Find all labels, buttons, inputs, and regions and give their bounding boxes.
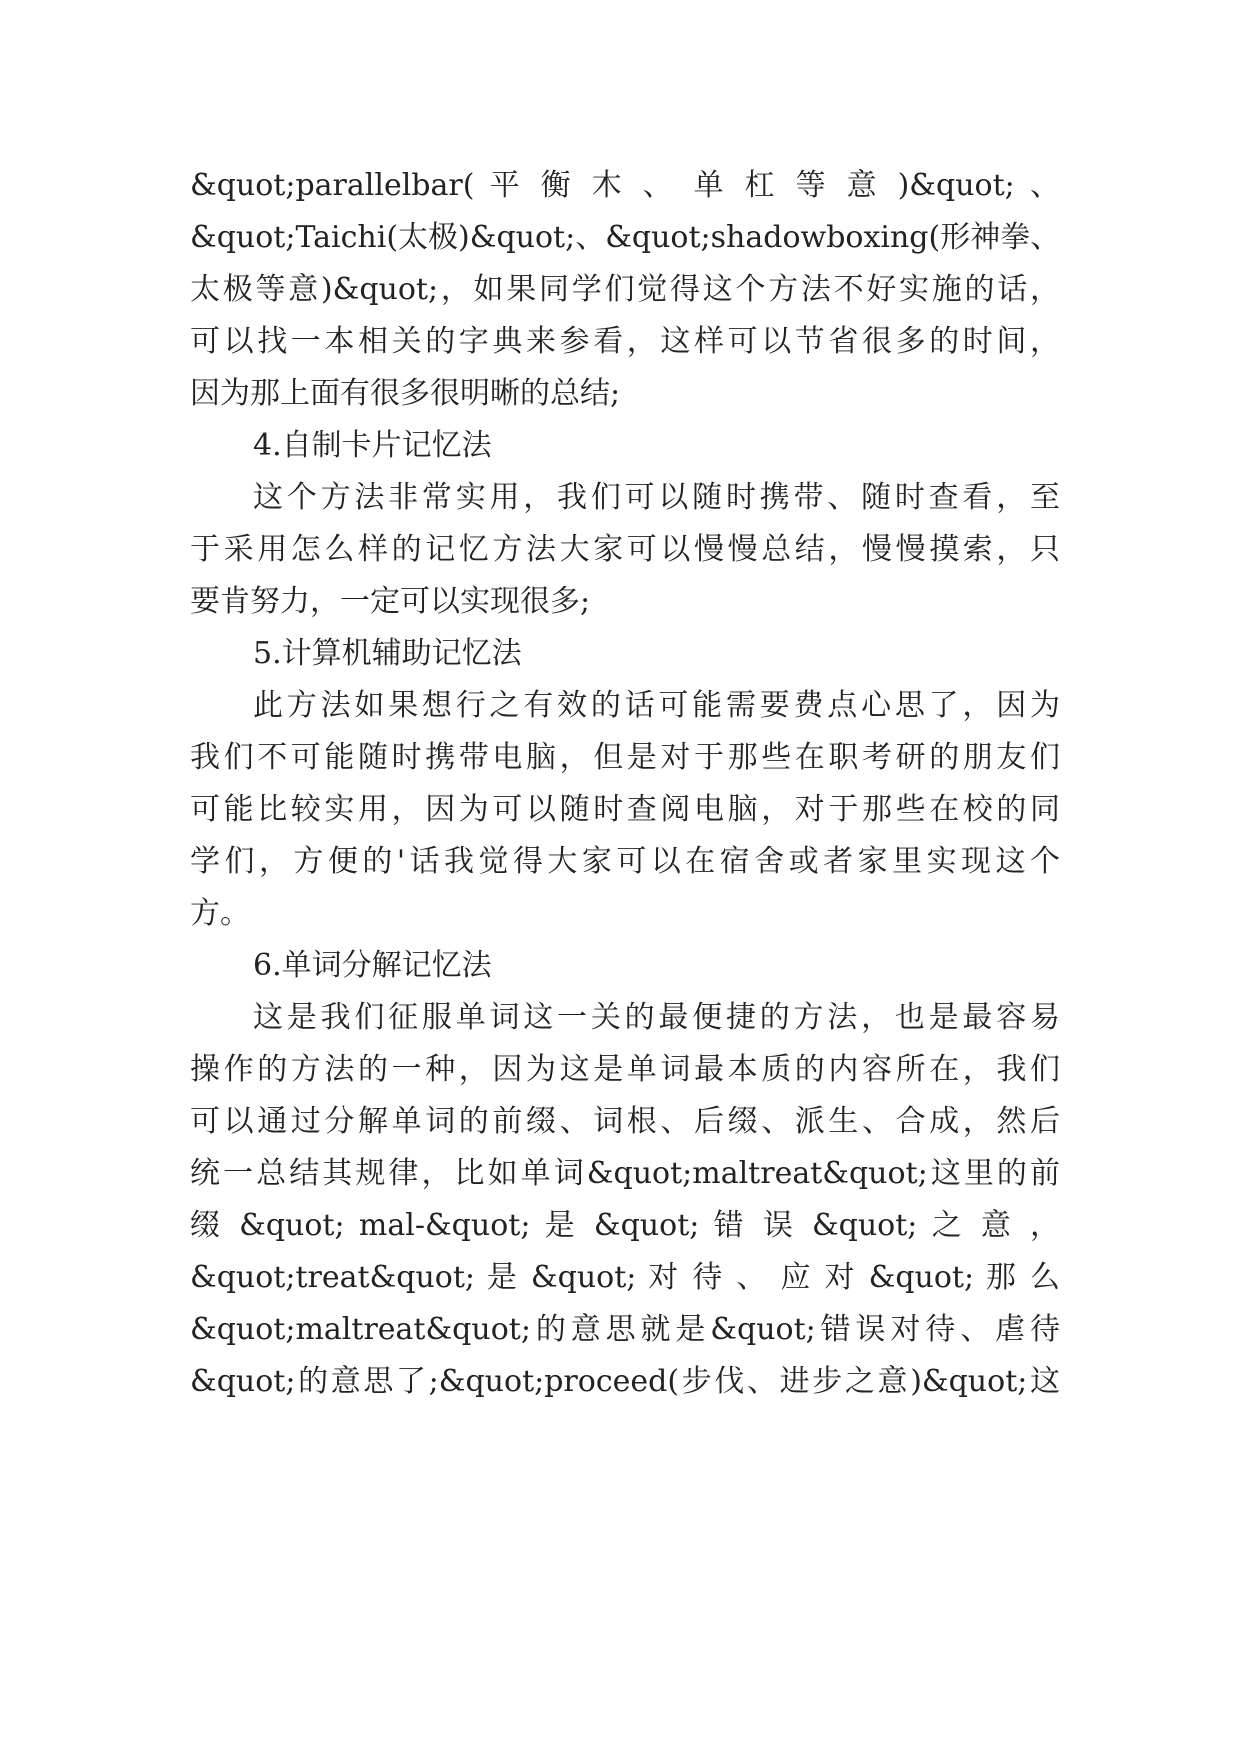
section-heading: 5.计算机辅助记忆法 (253, 636, 522, 671)
section-heading: 6.单词分解记忆法 (253, 948, 492, 983)
text-line: 此方法如果想行之有效的话可能需要费点心思了，因为 (253, 688, 1060, 723)
text-line: 可以通过分解单词的前缀、词根、后缀、派生、合成，然后 (190, 1104, 1060, 1139)
section-heading: 4.自制卡片记忆法 (253, 428, 492, 463)
text-line: 操作的方法的一种，因为这是单词最本质的内容所在，我们 (190, 1052, 1060, 1087)
text-line: &quot;treat&quot; 是 &quot; 对 待 、 应 对 &quot; 那 么 (190, 1260, 1060, 1295)
text-line: 太极等意)&quot;，如果同学们觉得这个方法不好实施的话， (190, 272, 1060, 307)
text-line: 可以找一本相关的字典来参看，这样可以节省很多的时间， (190, 324, 1060, 359)
text-line: 要肯努力，一定可以实现很多; (190, 584, 591, 619)
text-line: 这是我们征服单词这一关的最便捷的方法，也是最容易 (253, 1000, 1060, 1035)
text-line: 缀 &quot; mal-&quot; 是 &quot; 错 误 &quot; 之 意 ， (190, 1208, 1060, 1243)
text-line: &quot;parallelbar( 平 衡 木 、 单 杠 等 意 )&quot; 、 (190, 168, 1060, 203)
text-line: 学们，方便的'话我觉得大家可以在宿舍或者家里实现这个 (190, 844, 1060, 879)
text-line: &quot;Taichi(太极)&quot;、&quot;shadowboxing(形神拳、 (190, 220, 1061, 255)
text-line: 于采用怎么样的记忆方法大家可以慢慢总结，慢慢摸索，只 (190, 532, 1060, 567)
text-line: &quot;的意思了;&quot;proceed(步伐、进步之意)&quot;这 (190, 1364, 1060, 1399)
text-line: 统一总结其规律，比如单词&quot;maltreat&quot;这里的前 (190, 1156, 1060, 1191)
text-line: 可能比较实用，因为可以随时查阅电脑，对于那些在校的同 (190, 792, 1060, 827)
text-line: &quot;maltreat&quot;的意思就是&quot;错误对待、虐待 (190, 1312, 1060, 1347)
text-line: 因为那上面有很多很明晰的总结; (190, 376, 621, 411)
text-line: 方。 (190, 896, 250, 931)
text-line: 我们不可能随时携带电脑，但是对于那些在职考研的朋友们 (190, 740, 1060, 775)
text-line: 这个方法非常实用，我们可以随时携带、随时查看，至 (253, 480, 1060, 515)
